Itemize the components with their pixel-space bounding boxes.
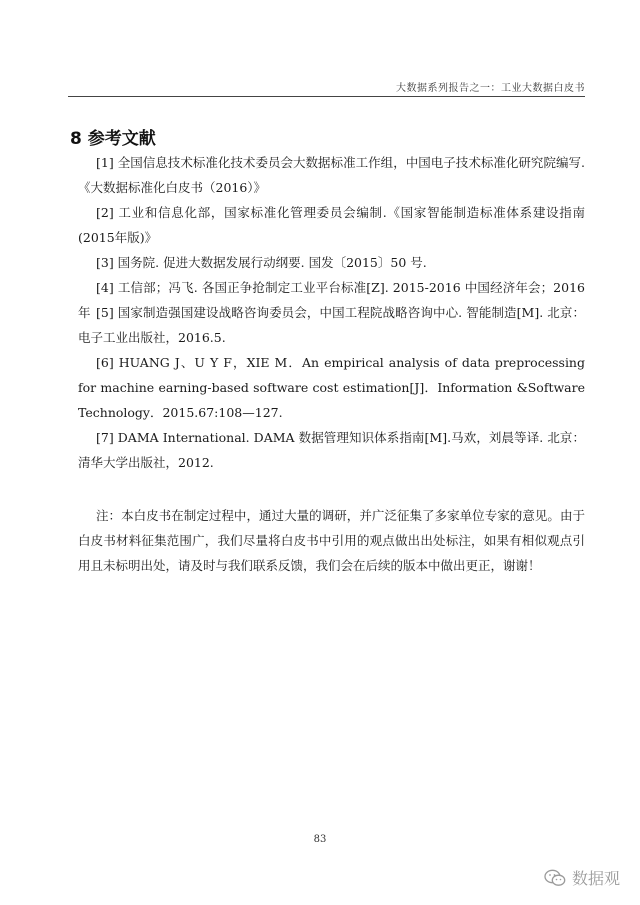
reference-item: [3] 国务院. 促进大数据发展行动纲要. 国发〔2015〕50 号. <box>96 255 427 270</box>
reference-item: [5] 国家制造强国建设战略咨询委员会，中国工程院战略咨询中心. 智能制造[M]. 北京：电子工业出版社，2016.5. <box>78 305 585 345</box>
reference-item: [7] DAMA International. DAMA 数据管理知识体系指南[M].马欢，刘晨等译. 北京：清华大学出版社，2012. <box>78 430 585 470</box>
reference-item: [2] 工业和信息化部，国家标准化管理委员会编制.《国家智能制造标准体系建设指南(2015年版)》 <box>78 205 585 245</box>
page-number: 83 <box>313 834 327 845</box>
reference-item: [6] HUANG J、U Y F，XIE M．An empirical analysis of data preprocessing for machine earning-based software cost estimation[J]．Information &Software Technology．2015.67:108—127. <box>78 355 585 420</box>
reference-item: [4] 工信部；冯飞. 各国正争抢制定工业平台标准[Z]. 2015-2016 中国经济年会；2016 年 <box>78 280 585 320</box>
section-title: 8 参考文献 <box>70 129 156 149</box>
reference-item: [1] 全国信息技术标准化技术委员会大数据标准工作组，中国电子技术标准化研究院编写.《大数据标准化白皮书（2016）》 <box>78 155 585 195</box>
watermark-text: 数据观 <box>571 869 620 888</box>
watermark <box>544 866 620 889</box>
running-header: 大数据系列报告之一：工业大数据白皮书 <box>396 83 585 94</box>
wechat-icon <box>544 869 566 887</box>
closing-note: 注：本白皮书在制定过程中，通过大量的调研，并广泛征集了多家单位专家的意见。由于白皮书材料征集范围广，我们尽量将白皮书中引用的观点做出出处标注，如果有相似观点引用且未标明出处，请及时与我们联系反馈，我们会在后续的版本中做出更正，谢谢！ <box>78 508 585 573</box>
header-rule <box>68 96 585 97</box>
